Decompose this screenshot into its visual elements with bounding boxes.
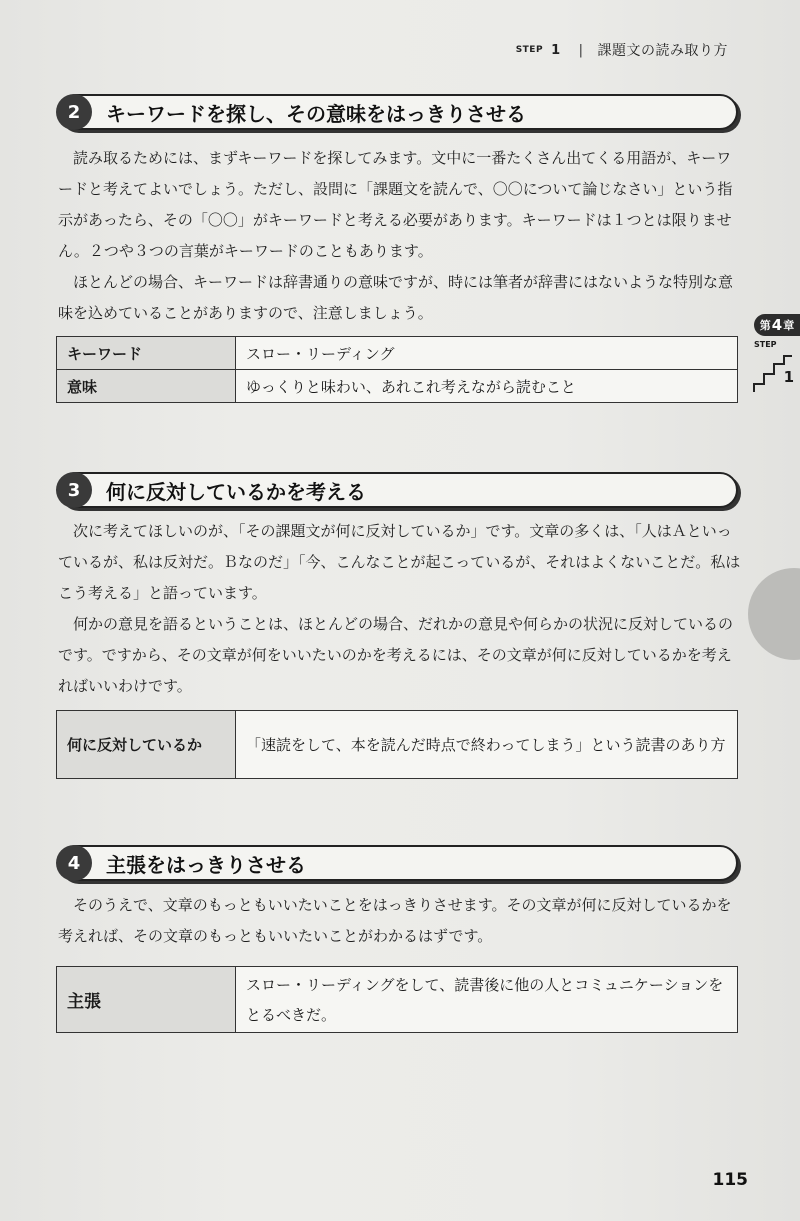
running-head-separator: |: [578, 42, 584, 58]
table-value-cell: スロー・リーディングをして、読書後に他の人とコミュニケーションをとるべきだ。: [236, 967, 738, 1033]
running-head: [516, 40, 728, 60]
table-row: [57, 711, 738, 779]
chapter-suffix: 章: [783, 319, 795, 332]
running-head-chapter-title: 課題文の読み取り方: [597, 43, 728, 59]
section-4-paragraph-1: そのうえで、文章のもっともいいたいことをはっきりさせます。その文章が何に反対しているかを考えれば、その文章のもっともいいたいことがわかるはずです。: [58, 896, 732, 945]
claim-table: [56, 966, 738, 1033]
side-step-number: 1: [783, 368, 794, 386]
table-value-cell: 「速読をして、本を読んだ時点で終わってしまう」という読書のあり方: [236, 711, 738, 779]
table-row: [57, 370, 738, 403]
table-value-cell: スロー・リーディング: [236, 337, 738, 370]
section-number-badge: 3: [56, 472, 92, 508]
opposition-table: [56, 710, 738, 779]
section-2-paragraph-2: ほとんどの場合、キーワードは辞書通りの意味ですが、時には筆者が辞書にはないような特別な意味を込めていることがありますので、注意しましょう。: [58, 273, 734, 322]
chapter-badge: [754, 314, 800, 336]
table-key-cell: キーワード: [57, 337, 236, 370]
section-title: 何に反対しているかを考える: [106, 479, 366, 504]
section-2-paragraph-1: 読み取るためには、まずキーワードを探してみます。文中に一番たくさん出てくる用語が、キーワードと考えてよいでしょう。ただし、設問に「課題文を読んで、〇〇について論じなさい」という指示があったら、その「〇〇」がキーワードと考える必要があります。キーワードは１つとは限りません。２つや３つの言葉がキーワードのこともあります。: [58, 149, 733, 260]
running-head-step-label: STEP: [515, 45, 544, 55]
section-title: キーワードを探し、その意味をはっきりさせる: [106, 101, 526, 126]
section-3-paragraph-2: 何かの意見を語るということは、ほとんどの場合、だれかの意見や何らかの状況に反対しているのです。ですから、その文章が何をいいたいのかを考えるには、その文章が何に反対しているかを考えればいいわけです。: [58, 615, 734, 695]
chapter-side-tab: [752, 314, 800, 396]
table-value-cell: ゆっくりと味わい、あれこれ考えながら読むこと: [236, 370, 738, 403]
side-step-label: STEP: [754, 340, 777, 349]
table-row: [57, 337, 738, 370]
page-number: 115: [712, 1170, 748, 1190]
section-header-2: [58, 94, 738, 130]
chapter-prefix: 第: [759, 319, 771, 332]
table-key-cell: 意味: [57, 370, 236, 403]
keyword-table: [56, 336, 738, 403]
section-3-paragraph-1: 次に考えてほしいのが、「その課題文が何に反対しているか」です。文章の多くは、「人はＡといっているが、私は反対だ。Ｂなのだ」「今、こんなことが起こっているが、それはよくないことだ。私はこう考える」と語っています。: [58, 522, 741, 602]
section-number-badge: 4: [56, 845, 92, 881]
page-edge-tab-shadow: [748, 568, 800, 660]
section-header-3: [58, 472, 738, 508]
section-title: 主張をはっきりさせる: [106, 852, 306, 877]
table-key-cell: 主張: [57, 967, 236, 1033]
table-row: [57, 967, 738, 1033]
running-head-step-number: 1: [551, 42, 561, 58]
table-key-cell: 何に反対しているか: [57, 711, 236, 779]
section-number-badge: 2: [56, 94, 92, 130]
chapter-number: 4: [771, 316, 783, 334]
section-header-4: [58, 845, 738, 881]
